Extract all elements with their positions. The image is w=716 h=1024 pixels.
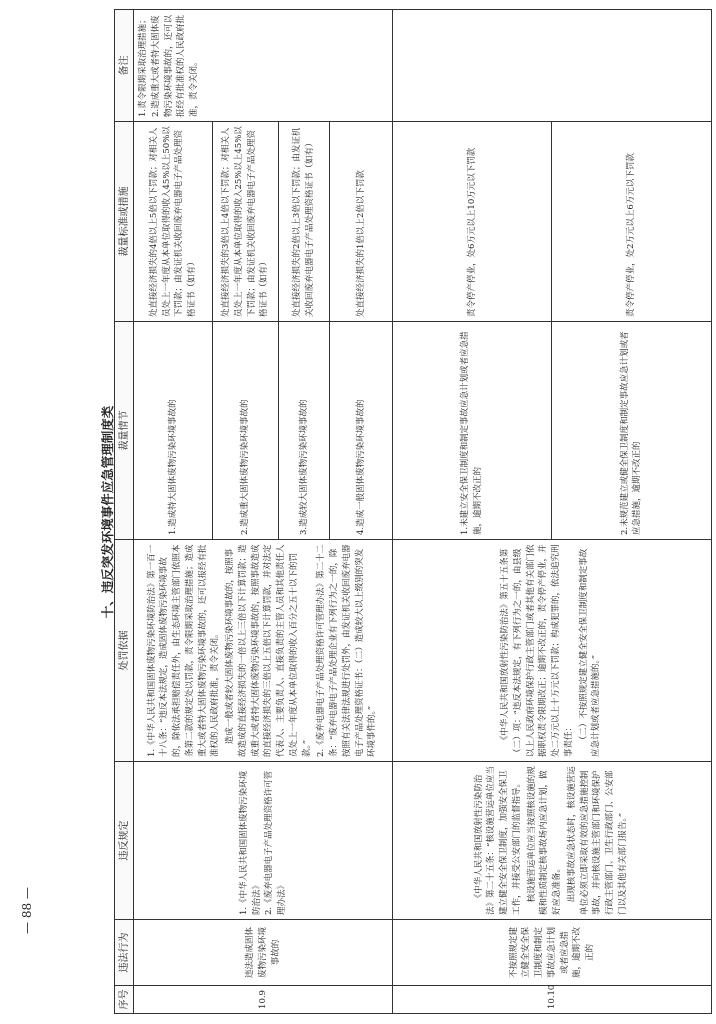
section-title: 十、违反突发环境事件应急管理制度类 <box>100 405 115 619</box>
header-circumstance: 裁量情节 <box>115 322 134 540</box>
header-remark: 备注 <box>115 10 134 122</box>
header-standard: 裁量标准或措施 <box>115 122 134 322</box>
regulation-10-10-p1: 《中华人民共和国放射性污染防治法》第二十五条：“核设施营运单位应当建立健全安全保卫制度，加强安全保卫工作，并接受公安部门的监督指导。 <box>473 766 522 915</box>
header-behavior: 违法行为 <box>115 920 134 986</box>
circumstance-10-10-1: 1.未建立安全保卫制度和制定事故应急计划或者应急措施，逾期不改正的 <box>393 322 551 540</box>
regulation-10-10-p2: 核设施营运单位应当按照核设施的规模和性质制定核事故场内应急计划，做好应急准备。 <box>526 766 563 915</box>
basis-10-9-p2: 造成一般或者较大固体废物污染环境事故的，按照事故造成的直接经济损失的一倍以上三倍以下计算罚款；造成重大或者特大固体废物污染环境事故的，按照事故造成的直接经济损失的三倍以上五倍以下计算罚款，并对法定代表人、主要负责人、直接负责的主管人员和其他责任人员处上一年度从本单位取得的收入百分之五十以下的罚款。” <box>225 544 312 757</box>
regulation-10-9: 1.《中华人民共和国固体废物污染环境防治法》 2.《废弃电器电子产品处理资格许可管理办法》 <box>134 762 393 920</box>
standard-10-9-2: 处直接经济损失的3倍以上4倍以下罚款；对相关人员处上一年度从本单位取得的收入25%以上45%以下罚款；由发证机关收回废弃电器电子产品处理资格证书（如有） <box>213 122 279 322</box>
standard-10-10-1: 责令停产停业，处6万元以上10万元以下罚款 <box>393 122 551 322</box>
regulation-10-10 <box>393 762 712 920</box>
table-row <box>134 10 213 1014</box>
standard-10-9-3: 处直接经济损失的2倍以上3倍以下罚款；由发证机关收回废弃电器电子产品处理资格证书（如有） <box>279 122 330 322</box>
row-no-10-9: 10.9 <box>134 986 393 1014</box>
circumstance-10-9-3: 3.造成较大固体废物污染环境事故的 <box>279 322 330 540</box>
circumstance-10-9-1: 1.造成特大固体废物污染环境事故的 <box>134 322 213 540</box>
remark-10-10 <box>393 10 712 122</box>
basis-10-10 <box>393 540 712 762</box>
basis-10-9-p1: 1.《中华人民共和国固体废物污染环境防治法》第一百一十八条：“违反本法规定，造成固体废物污染环境事故的，除依法承担赔偿责任外，由生态环境主管部门依照本条第二款的规定处以罚款，责令限期采取治理措施；造成重大或者特大固体废物污染环境事故的，还可以报经有批准权的人民政府批准，责令关闭。 <box>146 544 221 757</box>
header-no: 序号 <box>115 986 134 1014</box>
basis-10-10-p1: 《中华人民共和国放射性污染防治法》第五十五条第（二）项：“违反本法规定，有下列行为之一的，由县级以上人民政府环境保护行政主管部门或者其他有关部门依据职权责令限期改正；逾期不改正的，责令停产停业，并处二万元以上十万元以下罚款；构成犯罪的，依法追究刑事责任： <box>500 544 574 757</box>
row-no-10-10: 10.10 <box>393 986 712 1014</box>
standard-10-9-1: 处直接经济损失的4倍以上5倍以下罚款；对相关人员处上一年度从本单位取得的收入45%以上50%以下罚款；由发证机关收回废弃电器电子产品处理资格证书（如有） <box>134 122 213 322</box>
header-regulation: 违反规定 <box>115 762 134 920</box>
behavior-10-10: 不按照规定建立健全安全保卫制度和制定事故应急计划或者应急措施，逾期不改正的 <box>393 920 712 986</box>
behavior-10-9: 违法造成固体废物污染环境事故的 <box>134 920 393 986</box>
remark-10-9: 1.责令限期采取治理措施； 2.造成重大或者特大固体废物污染环境事故的，还可以报经有批准权的人民政府批准，责令关闭。 <box>134 10 393 122</box>
penalty-table <box>114 9 712 1014</box>
header-basis: 处罚依据 <box>115 540 134 762</box>
table-row <box>393 10 551 1014</box>
standard-10-10-2: 责令停产停业，处2万元以上6万元以下罚款 <box>551 122 711 322</box>
regulation-10-10-p3: 出现核事故应急状态时，核设施营运单位必须立即采取有效的应急措施控制事故，并向核设施主管部门和环境保护行政主管部门、卫生行政部门、公安部门以及其他有关部门报告。” <box>566 766 628 915</box>
standard-10-9-4: 处直接经济损失的1倍以上2倍以下罚款 <box>329 122 393 322</box>
circumstance-10-10-2: 2.未规范建立或健全保卫制度和制定事故应急计划或者应急措施，逾期不改正的 <box>551 322 711 540</box>
page-number: — 88 — <box>20 887 34 934</box>
basis-10-10-p2: （二）不按照规定建立健全安全保卫制度和制定事故应急计划或者应急措施的。” <box>578 548 602 757</box>
circumstance-10-9-4: 4.造成一般固体废物污染环境事故的 <box>329 322 393 540</box>
basis-10-9 <box>134 540 393 762</box>
table-header-row <box>115 10 134 1014</box>
circumstance-10-9-2: 2.造成重大固体废物污染环境事故的 <box>213 322 279 540</box>
basis-10-9-p3: 2.《废弃电器电子产品处理资格许可管理办法》第二十二条：“废弃电器电子产品处理企业有下列行为之一的，除按照有关法律法规进行处罚外，由发证机关收回废弃电器电子产品处理资格证书：（二）造成较大以上级别的突发环境事件的。” <box>316 544 378 757</box>
